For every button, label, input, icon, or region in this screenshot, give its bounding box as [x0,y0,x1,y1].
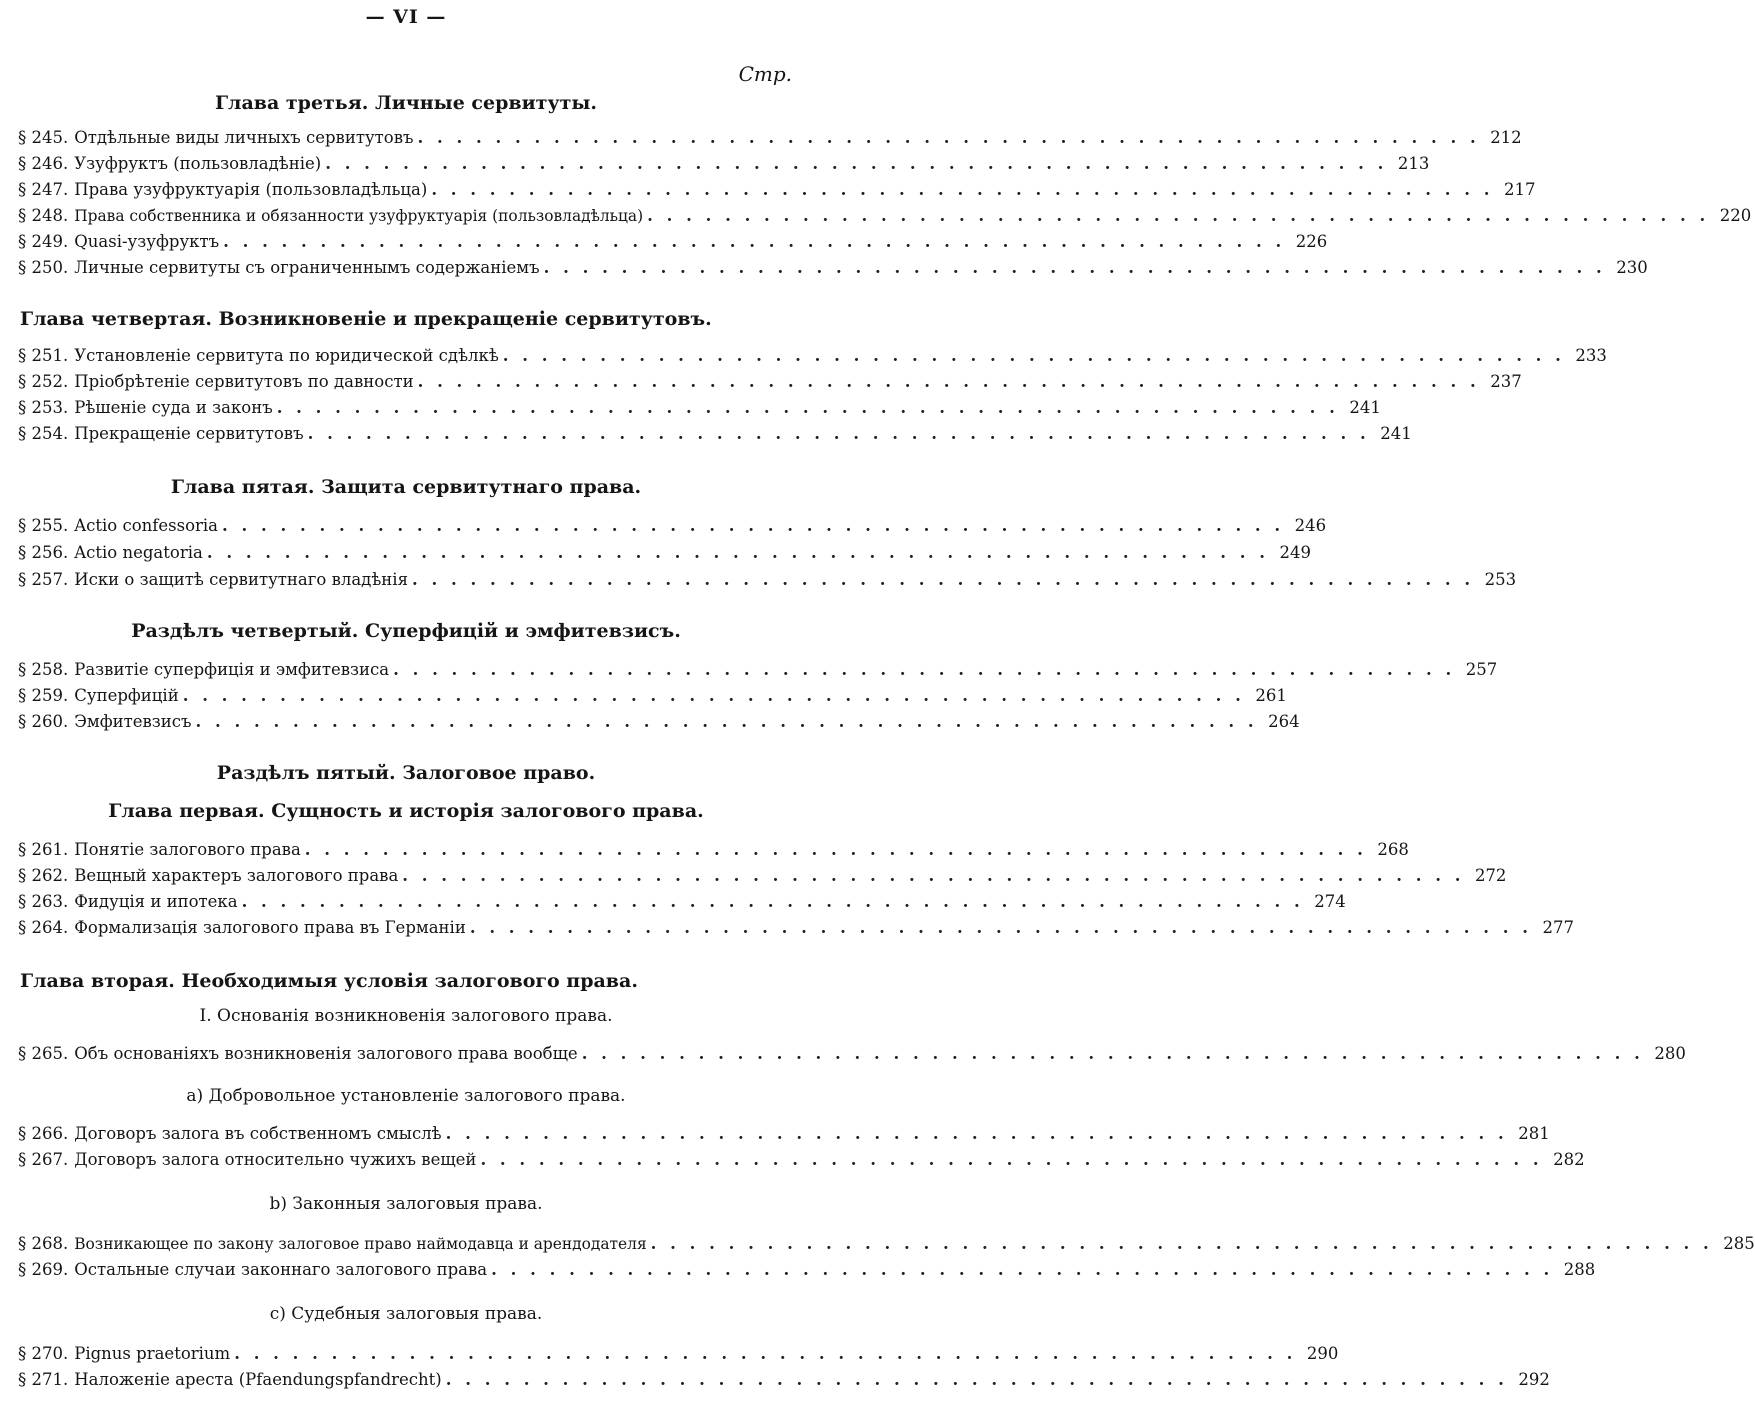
toc-entry[interactable]: § 265. Объ основаніяхъ возникновенія залогового права вообще . . . . . . . . . . . . . . . . . . . . . . . . . . . . . . . . . . . . . . . . . . . . . . . . . . . . . . . 280 [18,1044,1686,1063]
toc-entry[interactable]: § 246. Узуфруктъ (пользовладѣніе) . . . . . . . . . . . . . . . . . . . . . . . . . . . . . . . . . . . . . . . . . . . . . . . . . . . . . . . 213 [18,154,1430,173]
toc-entry[interactable]: § 268. Возникающее по закону залоговое право наймодавца и арендодателя . . . . . . . . . . . . . . . . . . . . . . . . . . . . . . . . . . . . . . . . . . . . . . . . . . . . . . . 285 [18,1234,1755,1253]
toc-entry[interactable]: § 267. Договоръ залога относительно чужихъ вещей . . . . . . . . . . . . . . . . . . . . . . . . . . . . . . . . . . . . . . . . . . . . . . . . . . . . . . . 282 [18,1150,1585,1169]
toc-entry[interactable]: § 250. Личные сервитуты съ ограниченнымъ содержаніемъ . . . . . . . . . . . . . . . . . . . . . . . . . . . . . . . . . . . . . . . . . . . . . . . . . . . . . . . 230 [18,258,1648,277]
chapter-heading: Глава третья. Личные сервитуты. [214,92,598,114]
toc-entry[interactable]: § 255. Actio confessoria . . . . . . . . . . . . . . . . . . . . . . . . . . . . . . . . . . . . . . . . . . . . . . . . . . . . . . . 246 [18,516,1327,535]
chapter-heading: Глава пятая. Защита сервитутнаго права. [170,476,642,498]
page-number-header: — VI — [365,6,447,28]
toc-entry[interactable]: § 270. Pignus praetorium . . . . . . . . . . . . . . . . . . . . . . . . . . . . . . . . . . . . . . . . . . . . . . . . . . . . . . . 290 [18,1344,1339,1363]
toc-entry[interactable]: § 263. Фидуція и ипотека . . . . . . . . . . . . . . . . . . . . . . . . . . . . . . . . . . . . . . . . . . . . . . . . . . . . . . . 274 [18,892,1346,911]
subsection-heading: b) Законныя залоговыя права. [269,1194,543,1214]
toc-entry[interactable]: § 261. Понятіе залогового права . . . . . . . . . . . . . . . . . . . . . . . . . . . . . . . . . . . . . . . . . . . . . . . . . . . . . . . 268 [18,840,1409,859]
toc-entry[interactable]: § 245. Отдѣльные виды личныхъ сервитутовъ . . . . . . . . . . . . . . . . . . . . . . . . . . . . . . . . . . . . . . . . . . . . . . . . . . . . . . . 212 [18,128,1522,147]
toc-entry[interactable]: § 249. Quasi-узуфруктъ . . . . . . . . . . . . . . . . . . . . . . . . . . . . . . . . . . . . . . . . . . . . . . . . . . . . . . . 226 [18,232,1328,251]
subsection-heading: a) Добровольное установленіе залогового права. [186,1086,626,1106]
toc-entry[interactable]: § 260. Эмфитевзисъ . . . . . . . . . . . . . . . . . . . . . . . . . . . . . . . . . . . . . . . . . . . . . . . . . . . . . . . 264 [18,712,1300,731]
page-column-label: Стр. [738,62,792,86]
toc-entry[interactable]: § 259. Суперфицій . . . . . . . . . . . . . . . . . . . . . . . . . . . . . . . . . . . . . . . . . . . . . . . . . . . . . . . 261 [18,686,1287,705]
toc-entry[interactable]: § 269. Остальные случаи законнаго залогового права . . . . . . . . . . . . . . . . . . . . . . . . . . . . . . . . . . . . . . . . . . . . . . . . . . . . . . . 288 [18,1260,1596,1279]
chapter-heading: Глава четвертая. Возникновеніе и прекращеніе сервитутовъ. [20,308,712,330]
chapter-heading: Глава первая. Сущность и исторія залогового права. [108,800,704,822]
subsection-heading: c) Судебныя залоговыя права. [269,1304,543,1324]
toc-entry[interactable]: § 262. Вещный характеръ залогового права . . . . . . . . . . . . . . . . . . . . . . . . . . . . . . . . . . . . . . . . . . . . . . . . . . . . . . . 272 [18,866,1507,885]
toc-entry[interactable]: § 264. Формализація залогового права въ Германіи . . . . . . . . . . . . . . . . . . . . . . . . . . . . . . . . . . . . . . . . . . . . . . . . . . . . . . . 277 [18,918,1574,937]
toc-entry[interactable]: § 258. Развитіе суперфиція и эмфитевзиса . . . . . . . . . . . . . . . . . . . . . . . . . . . . . . . . . . . . . . . . . . . . . . . . . . . . . . . 257 [18,660,1498,679]
section-heading: Раздѣлъ четвертый. Суперфицій и эмфитевзисъ. [131,620,681,642]
toc-entry[interactable]: § 256. Actio negatoria . . . . . . . . . . . . . . . . . . . . . . . . . . . . . . . . . . . . . . . . . . . . . . . . . . . . . . . 249 [18,543,1311,562]
toc-entry[interactable]: § 257. Иски о защитѣ сервитутнаго владѣнія . . . . . . . . . . . . . . . . . . . . . . . . . . . . . . . . . . . . . . . . . . . . . . . . . . . . . . . 253 [18,570,1517,589]
toc-entry[interactable]: § 253. Рѣшеніе суда и законъ . . . . . . . . . . . . . . . . . . . . . . . . . . . . . . . . . . . . . . . . . . . . . . . . . . . . . . . 241 [18,398,1381,417]
toc-entry[interactable]: § 251. Установленіе сервитута по юридической сдѣлкѣ . . . . . . . . . . . . . . . . . . . . . . . . . . . . . . . . . . . . . . . . . . . . . . . . . . . . . . . 233 [18,346,1607,365]
toc-entry[interactable]: § 252. Пріобрѣтеніе сервитутовъ по давности . . . . . . . . . . . . . . . . . . . . . . . . . . . . . . . . . . . . . . . . . . . . . . . . . . . . . . . 237 [18,372,1522,391]
toc-entry[interactable]: § 254. Прекращеніе сервитутовъ . . . . . . . . . . . . . . . . . . . . . . . . . . . . . . . . . . . . . . . . . . . . . . . . . . . . . . . 241 [18,424,1412,443]
chapter-heading: Глава вторая. Необходимыя условія залогового права. [20,970,638,992]
toc-entry[interactable]: § 248. Права собственника и обязанности узуфруктуарія (пользовладѣльца) . . . . . . . . . . . . . . . . . . . . . . . . . . . . . . . . . . . . . . . . . . . . . . . . . . . . . . . 220 [18,206,1752,225]
subsection-heading: I. Основанія возникновенія залогового права. [199,1006,613,1026]
section-heading: Раздѣлъ пятый. Залоговое право. [216,762,596,784]
toc-entry[interactable]: § 266. Договоръ залога въ собственномъ смыслѣ . . . . . . . . . . . . . . . . . . . . . . . . . . . . . . . . . . . . . . . . . . . . . . . . . . . . . . . 281 [18,1124,1550,1143]
toc-entry[interactable]: § 247. Права узуфруктуарія (пользовладѣльца) . . . . . . . . . . . . . . . . . . . . . . . . . . . . . . . . . . . . . . . . . . . . . . . . . . . . . . . 217 [18,180,1536,199]
toc-entry[interactable]: § 271. Наложеніе ареста (Pfaendungspfandrecht) . . . . . . . . . . . . . . . . . . . . . . . . . . . . . . . . . . . . . . . . . . . . . . . . . . . . . . . 292 [18,1370,1550,1389]
